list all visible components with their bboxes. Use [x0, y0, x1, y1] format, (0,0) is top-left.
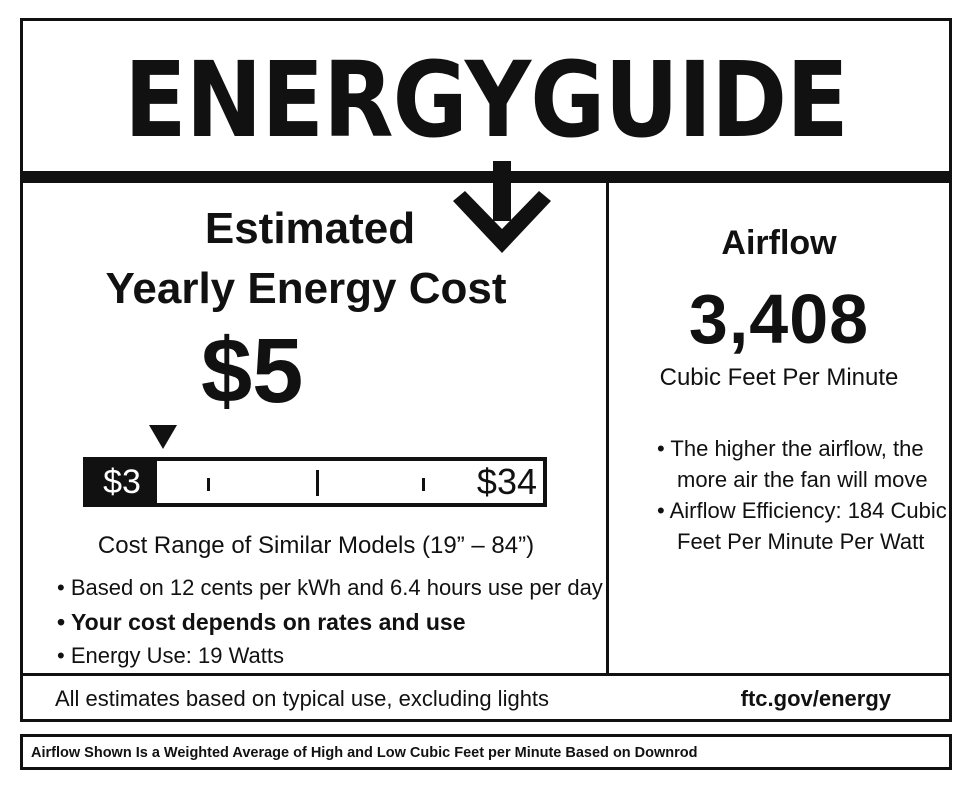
range-tick [422, 478, 425, 491]
airflow-unit: Cubic Feet Per Minute [659, 364, 899, 391]
downrod-note-box [20, 734, 952, 770]
airflow-value: 3,408 [688, 280, 870, 358]
cost-heading-line1: Estimated [204, 204, 416, 253]
downrod-note: Airflow Shown Is a Weighted Average of High and Low Cubic Feet per Minute Based on Downrod [31, 745, 698, 761]
cost-heading-line2: Yearly Energy Cost [105, 264, 507, 313]
airflow-bullet: • The higher the airflow, the [657, 436, 924, 461]
airflow-title: Airflow [721, 224, 837, 262]
cost-bullet: • Based on 12 cents per kWh and 6.4 hours use per day [57, 575, 603, 600]
range-high-value: $34 [476, 461, 537, 502]
title-band [23, 21, 949, 171]
cost-bullet: • Your cost depends on rates and use [57, 609, 466, 635]
airflow-bullet: Feet Per Minute Per Watt [677, 529, 925, 554]
ftc-website: ftc.gov/energy [740, 686, 891, 711]
range-tick [207, 478, 210, 491]
cost-bullet: • Energy Use: 19 Watts [57, 643, 284, 668]
cost-marker-icon [149, 425, 177, 449]
energy-guide-label [20, 18, 952, 722]
footer-divider [23, 673, 949, 676]
airflow-bullet: • Airflow Efficiency: 184 Cubic [657, 498, 947, 523]
cost-range-bar [83, 457, 547, 507]
airflow-bullets [657, 433, 947, 557]
airflow-bullet: more air the fan will move [677, 467, 928, 492]
cost-bullets [57, 571, 603, 673]
label-title: ENERGYGUIDE [124, 39, 848, 161]
footer-note: All estimates based on typical use, excluding lights [55, 686, 550, 711]
range-tick [316, 470, 319, 496]
range-low-value: $3 [87, 461, 157, 503]
yearly-cost-value: $5 [201, 320, 304, 422]
range-caption: Cost Range of Similar Models (19” – 84”) [97, 532, 535, 559]
